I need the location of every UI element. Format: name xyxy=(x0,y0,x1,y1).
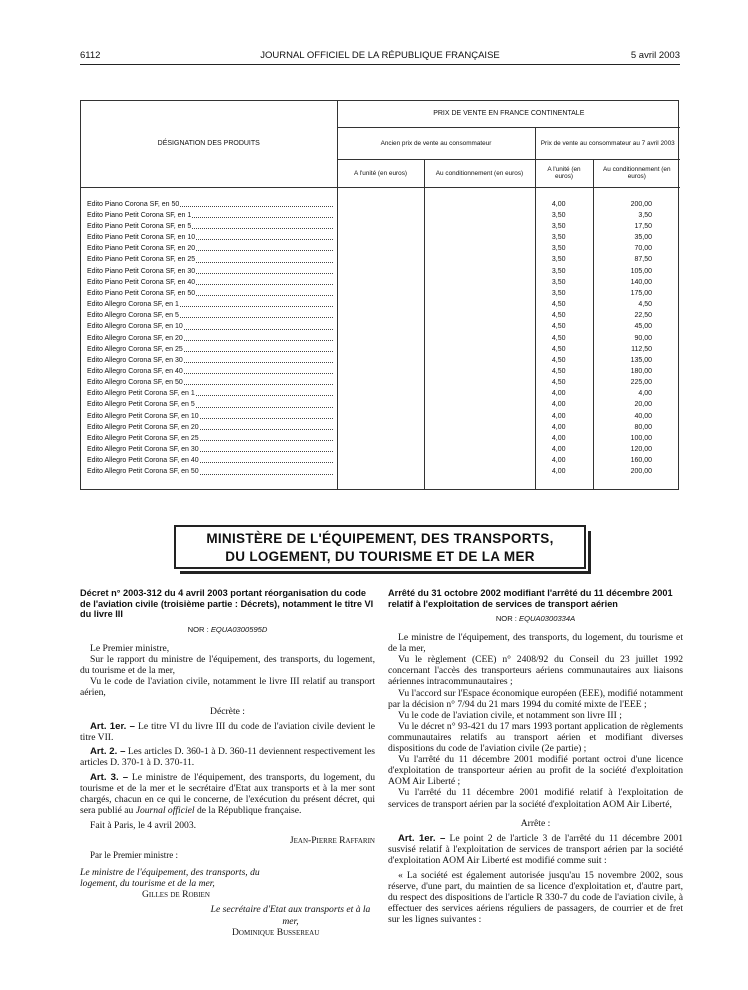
table-row xyxy=(81,266,680,277)
new-pack-price: 4,00 xyxy=(593,388,680,399)
new-pack-price: 200,00 xyxy=(593,199,680,210)
table-row xyxy=(81,377,680,388)
table-row xyxy=(81,243,680,254)
leader-dots xyxy=(200,455,333,463)
arrete-p3: Vu l'accord sur l'Espace économique européen (EEE), modifié notamment par la décision n° 7/94 du 21 mars 1994 du comité mixte de l'EEE ; xyxy=(388,687,683,710)
new-pack-price: 90,00 xyxy=(593,333,680,344)
arrete-column xyxy=(388,588,683,925)
product-label: Edito Allegro Corona SF, en 20 xyxy=(87,334,183,342)
product-name xyxy=(81,277,337,288)
product-name xyxy=(81,199,337,210)
new-unit-price: 4,00 xyxy=(535,466,593,477)
old-pack-price xyxy=(424,411,535,422)
new-pack-price: 100,00 xyxy=(593,433,680,444)
leader-dots xyxy=(180,310,333,318)
header-rule xyxy=(80,64,680,65)
arrete-arrete: Arrête : xyxy=(520,817,551,829)
old-pack-header: Au conditionnement (en euros) xyxy=(424,159,535,187)
product-label: Edito Piano Petit Corona SF, en 25 xyxy=(87,256,196,264)
new-unit-price: 3,50 xyxy=(535,243,593,254)
product-label: Edito Allegro Petit Corona SF, en 50 xyxy=(87,468,199,476)
product-name xyxy=(81,254,337,265)
old-unit-price xyxy=(337,344,424,355)
old-unit-price xyxy=(337,221,424,232)
leader-dots xyxy=(196,388,333,396)
leader-dots xyxy=(196,288,332,296)
new-unit-header: A l'unité (en euros) xyxy=(535,159,593,187)
price-table-body xyxy=(81,187,680,489)
leader-dots xyxy=(184,321,333,329)
arrete-p5: Vu le décret n° 93-421 du 17 mars 1993 portant application de règlements communautaires relatifs au transport aérien et modifiant diverses dispositions du code de l'aviation civile (2e partie) ; xyxy=(388,720,683,755)
new-unit-price: 3,50 xyxy=(535,232,593,243)
new-pack-price: 225,00 xyxy=(593,377,680,388)
decree-column xyxy=(80,588,375,938)
leader-dots xyxy=(184,377,333,385)
old-unit-price xyxy=(337,422,424,433)
old-pack-price xyxy=(424,433,535,444)
old-unit-price xyxy=(337,466,424,477)
new-pack-price: 22,50 xyxy=(593,310,680,321)
art3-label: Art. 3. – xyxy=(90,771,129,783)
issue-date: 5 avril 2003 xyxy=(630,50,680,61)
new-unit-price: 4,00 xyxy=(535,455,593,466)
old-unit-price xyxy=(337,299,424,310)
new-pack-price: 87,50 xyxy=(593,254,680,265)
new-pack-price: 105,00 xyxy=(593,266,680,277)
table-row xyxy=(81,422,680,433)
new-pack-price: 35,00 xyxy=(593,232,680,243)
new-unit-price: 4,00 xyxy=(535,411,593,422)
art2-label: Art. 2. – xyxy=(90,746,126,758)
new-pack-price: 180,00 xyxy=(593,366,680,377)
leader-dots xyxy=(184,333,333,341)
new-unit-price: 4,50 xyxy=(535,377,593,388)
product-name xyxy=(81,344,337,355)
new-pack-price: 135,00 xyxy=(593,355,680,366)
product-name xyxy=(81,243,337,254)
ministry-line-2: DU LOGEMENT, DU TOURISME ET DE LA MER xyxy=(225,549,535,564)
art1-text: Le point 2 de l'article 3 de l'arrêté du 11 décembre 2001 susvisé relatif à l'exploitation de services de transport aérien par la société d'exploitation AOM Air Liberté est modifié comme suit : xyxy=(388,832,683,866)
leader-dots xyxy=(196,232,332,240)
new-pack-header: Au conditionnement (en euros) xyxy=(593,159,680,187)
old-unit-price xyxy=(337,321,424,332)
designation-header: DÉSIGNATION DES PRODUITS xyxy=(81,101,337,187)
table-row xyxy=(81,455,680,466)
minister-title: Le ministre de l'équipement, des transports, du logement, du tourisme et de la mer, xyxy=(80,867,260,890)
art3-journal: Journal officiel xyxy=(135,804,195,816)
table-row xyxy=(81,232,680,243)
table-row xyxy=(81,321,680,332)
decree-p3: Vu le code de l'aviation civile, notamment le livre III relatif au transport aérien, xyxy=(80,675,375,698)
old-pack-price xyxy=(424,321,535,332)
new-unit-price: 3,50 xyxy=(535,254,593,265)
leader-dots xyxy=(200,422,333,430)
table-row xyxy=(81,344,680,355)
decree-art3 xyxy=(80,772,375,816)
leader-dots xyxy=(200,444,333,452)
new-unit-price: 4,00 xyxy=(535,399,593,410)
new-pack-price: 120,00 xyxy=(593,444,680,455)
old-pack-price xyxy=(424,199,535,210)
nor-code: EQUA0300334A xyxy=(519,614,576,623)
leader-dots xyxy=(184,366,333,374)
table-row xyxy=(81,388,680,399)
ministry-line-1: MINISTÈRE DE L'ÉQUIPEMENT, DES TRANSPORTS, xyxy=(206,531,554,546)
product-label: Edito Piano Petit Corona SF, en 40 xyxy=(87,278,196,286)
old-price-header: Ancien prix de vente au consommateur xyxy=(337,127,535,159)
art3-text-a: Le ministre de l'équipement, des transports, du logement, du tourisme et de la mer et le secrétaire d'Etat aux transports et à la mer sont chargés, chacun en ce qui le concerne, de l'exécution du présent décret, qui sera publié au xyxy=(80,771,375,816)
leader-dots xyxy=(200,466,333,474)
new-unit-price: 4,50 xyxy=(535,333,593,344)
product-name xyxy=(81,299,337,310)
new-unit-price: 4,50 xyxy=(535,299,593,310)
price-header: PRIX DE VENTE EN FRANCE CONTINENTALE xyxy=(337,101,680,127)
table-row xyxy=(81,221,680,232)
new-pack-price: 200,00 xyxy=(593,466,680,477)
old-pack-price xyxy=(424,399,535,410)
arrete-p6: Vu l'arrêté du 11 décembre 2001 modifié portant octroi d'une licence d'exploitation de transporteur aérien au profit de la société d'exploitation AOM Air Liberté ; xyxy=(388,754,683,788)
table-row xyxy=(81,254,680,265)
table-row xyxy=(81,310,680,321)
product-name xyxy=(81,210,337,221)
new-unit-price: 4,50 xyxy=(535,344,593,355)
par-premier-ministre: Par le Premier ministre : xyxy=(90,850,178,861)
decree-nor xyxy=(80,624,375,635)
new-pack-price: 70,00 xyxy=(593,243,680,254)
new-unit-price: 4,00 xyxy=(535,433,593,444)
table-row xyxy=(81,399,680,410)
old-unit-price xyxy=(337,254,424,265)
product-label: Edito Piano Corona SF, en 50 xyxy=(87,200,180,208)
product-label: Edito Allegro Corona SF, en 40 xyxy=(87,367,183,375)
product-label: Edito Allegro Petit Corona SF, en 30 xyxy=(87,446,199,454)
table-row xyxy=(81,199,680,210)
old-pack-price xyxy=(424,422,535,433)
arrete-title: Arrêté du 31 octobre 2002 modifiant l'arrêté du 11 décembre 2001 relatif à l'exploitation de services de transport aérien xyxy=(388,588,673,609)
product-label: Edito Piano Petit Corona SF, en 1 xyxy=(87,211,192,219)
product-label: Edito Allegro Petit Corona SF, en 10 xyxy=(87,412,199,420)
old-pack-price xyxy=(424,232,535,243)
decree-art1 xyxy=(80,721,375,743)
table-row xyxy=(81,366,680,377)
old-pack-price xyxy=(424,254,535,265)
old-unit-price xyxy=(337,266,424,277)
new-pack-price: 45,00 xyxy=(593,321,680,332)
signer-prime-minister: Jean-Pierre Raffarin xyxy=(289,835,375,846)
leader-dots xyxy=(196,266,332,274)
new-unit-price: 4,50 xyxy=(535,366,593,377)
table-row xyxy=(81,288,680,299)
old-unit-price xyxy=(337,377,424,388)
new-pack-price: 40,00 xyxy=(593,411,680,422)
product-label: Edito Allegro Corona SF, en 10 xyxy=(87,323,183,331)
product-label: Edito Piano Petit Corona SF, en 5 xyxy=(87,222,192,230)
table-row xyxy=(81,411,680,422)
new-unit-price: 3,50 xyxy=(535,210,593,221)
old-pack-price xyxy=(424,355,535,366)
table-row xyxy=(81,444,680,455)
leader-dots xyxy=(184,355,333,363)
leader-dots xyxy=(196,243,332,251)
new-pack-price: 80,00 xyxy=(593,422,680,433)
product-name xyxy=(81,377,337,388)
old-pack-price xyxy=(424,444,535,455)
product-name xyxy=(81,266,337,277)
nor-code: EQUA0300595D xyxy=(210,624,268,634)
new-unit-price: 4,00 xyxy=(535,422,593,433)
old-unit-price xyxy=(337,199,424,210)
old-pack-price xyxy=(424,466,535,477)
new-pack-price: 20,00 xyxy=(593,399,680,410)
new-unit-price: 4,50 xyxy=(535,321,593,332)
product-name xyxy=(81,422,337,433)
old-unit-price xyxy=(337,288,424,299)
arrete-p7: Vu l'arrêté du 11 décembre 2001 modifié relatif à l'exploitation de services de transport aérien par la société d'exploitation AOM Air Liberté, xyxy=(388,787,683,810)
new-unit-price: 3,50 xyxy=(535,288,593,299)
old-unit-price xyxy=(337,310,424,321)
old-pack-price xyxy=(424,243,535,254)
table-spacer xyxy=(81,187,680,199)
leader-dots xyxy=(192,210,332,218)
new-unit-price: 4,00 xyxy=(535,199,593,210)
old-unit-price xyxy=(337,399,424,410)
table-spacer xyxy=(81,478,680,489)
new-pack-price: 160,00 xyxy=(593,455,680,466)
product-label: Edito Allegro Petit Corona SF, en 25 xyxy=(87,434,199,442)
old-pack-price xyxy=(424,288,535,299)
old-pack-price xyxy=(424,210,535,221)
new-pack-price: 175,00 xyxy=(593,288,680,299)
arrete-art1 xyxy=(388,833,683,866)
product-name xyxy=(81,455,337,466)
table-row xyxy=(81,277,680,288)
signer-minister: Gilles de Robien xyxy=(142,889,210,901)
signer-secretary: Dominique Bussereau xyxy=(232,926,320,938)
new-unit-price: 3,50 xyxy=(535,266,593,277)
old-unit-price xyxy=(337,333,424,344)
leader-dots xyxy=(196,277,332,285)
product-name xyxy=(81,444,337,455)
product-label: Edito Allegro Corona SF, en 30 xyxy=(87,356,183,364)
art1-label: Art. 1er. – xyxy=(90,721,135,733)
price-table xyxy=(80,100,679,490)
leader-dots xyxy=(184,344,333,352)
old-pack-price xyxy=(424,344,535,355)
product-label: Edito Allegro Corona SF, en 5 xyxy=(87,312,179,320)
product-label: Edito Allegro Petit Corona SF, en 5 xyxy=(87,401,195,409)
product-name xyxy=(81,388,337,399)
old-unit-price xyxy=(337,277,424,288)
old-pack-price xyxy=(424,333,535,344)
old-pack-price xyxy=(424,221,535,232)
product-label: Edito Allegro Petit Corona SF, en 1 xyxy=(87,390,195,398)
arrete-p4: Vu le code de l'aviation civile, et notamment son livre III ; xyxy=(398,709,622,721)
page-number: 6112 xyxy=(80,50,101,61)
product-name xyxy=(81,466,337,477)
art1-text: Le titre VI du livre III du code de l'aviation civile devient le titre VII. xyxy=(80,721,375,744)
page-header xyxy=(80,50,680,64)
old-unit-price xyxy=(337,355,424,366)
decree-fait: Fait à Paris, le 4 avril 2003. xyxy=(90,819,197,831)
old-unit-price xyxy=(337,411,424,422)
new-unit-price: 4,50 xyxy=(535,310,593,321)
product-label: Edito Piano Petit Corona SF, en 50 xyxy=(87,289,196,297)
table-row xyxy=(81,355,680,366)
old-unit-price xyxy=(337,232,424,243)
decree-p2: Sur le rapport du ministre de l'équipement, des transports, du logement, du tourisme et de la mer, xyxy=(80,653,375,676)
old-pack-price xyxy=(424,377,535,388)
table-row xyxy=(81,299,680,310)
product-name xyxy=(81,333,337,344)
new-pack-price: 17,50 xyxy=(593,221,680,232)
arrete-quote: « La société est également autorisée jusqu'au 15 novembre 2002, sous réserve, d'une part, du maintien de sa licence d'exploitation et, d'autre part, du respect des dispositions de l'article R 330-7 du code de l'aviation civile, à effectuer des services aériens réguliers de passagers, de courrier et de fret sur les lignes suivantes : xyxy=(388,869,683,926)
new-pack-price: 3,50 xyxy=(593,210,680,221)
old-pack-price xyxy=(424,299,535,310)
old-unit-price xyxy=(337,433,424,444)
art2-text: Les articles D. 360-1 à D. 360-11 deviennent respectivement les articles D. 370-1 à D. 370-11. xyxy=(80,746,375,769)
nor-label: NOR : xyxy=(187,624,211,634)
product-label: Edito Allegro Corona SF, en 25 xyxy=(87,345,183,353)
product-name xyxy=(81,433,337,444)
product-name xyxy=(81,355,337,366)
product-name xyxy=(81,411,337,422)
old-unit-price xyxy=(337,210,424,221)
nor-label: NOR : xyxy=(495,614,520,623)
old-unit-price xyxy=(337,366,424,377)
product-label: Edito Piano Petit Corona SF, en 30 xyxy=(87,267,196,275)
leader-dots xyxy=(180,299,333,307)
arrete-p2: Vu le règlement (CEE) n° 2408/92 du Conseil du 23 juillet 1992 concernant l'accès des transporteurs aériens communautaires aux liaisons aériennes intracommunautaires ; xyxy=(388,654,683,688)
old-unit-price xyxy=(337,455,424,466)
leader-dots xyxy=(200,411,333,419)
product-name xyxy=(81,399,337,410)
new-unit-price: 4,00 xyxy=(535,388,593,399)
decree-art2 xyxy=(80,746,375,768)
leader-dots xyxy=(180,199,332,207)
journal-title: JOURNAL OFFICIEL DE LA RÉPUBLIQUE FRANÇAISE xyxy=(260,50,500,61)
product-name xyxy=(81,366,337,377)
product-name xyxy=(81,232,337,243)
new-unit-price: 3,50 xyxy=(535,221,593,232)
product-label: Edito Allegro Petit Corona SF, en 40 xyxy=(87,457,199,465)
decree-title: Décret n° 2003-312 du 4 avril 2003 portant réorganisation du code de l'aviation civile (troisième partie : Décrets), notamment le titre VI du livre III xyxy=(80,588,374,619)
product-name xyxy=(81,321,337,332)
art1-label: Art. 1er. – xyxy=(398,832,446,844)
table-row xyxy=(81,433,680,444)
secretary-title: Le secrétaire d'Etat aux transports et à la mer, xyxy=(210,904,371,927)
product-name xyxy=(81,221,337,232)
arrete-nor xyxy=(388,613,683,624)
table-row xyxy=(81,333,680,344)
new-pack-price: 4,50 xyxy=(593,299,680,310)
new-unit-price: 4,00 xyxy=(535,444,593,455)
leader-dots xyxy=(192,221,332,229)
old-pack-price xyxy=(424,455,535,466)
new-unit-price: 4,50 xyxy=(535,355,593,366)
old-unit-price xyxy=(337,388,424,399)
old-unit-header: A l'unité (en euros) xyxy=(337,159,424,187)
product-name xyxy=(81,310,337,321)
product-label: Edito Allegro Petit Corona SF, en 20 xyxy=(87,423,199,431)
table-row xyxy=(81,466,680,477)
old-pack-price xyxy=(424,266,535,277)
decree-decrete: Décrète : xyxy=(210,706,245,718)
product-label: Edito Allegro Corona SF, en 1 xyxy=(87,301,179,309)
decree-p1: Le Premier ministre, xyxy=(90,642,170,654)
leader-dots xyxy=(200,433,333,441)
leader-dots xyxy=(196,399,333,407)
new-pack-price: 112,50 xyxy=(593,344,680,355)
arrete-p1: Le ministre de l'équipement, des transports, du logement, du tourisme et de la mer, xyxy=(388,632,683,655)
product-name xyxy=(81,288,337,299)
table-row xyxy=(81,210,680,221)
old-unit-price xyxy=(337,243,424,254)
product-label: Edito Piano Petit Corona SF, en 20 xyxy=(87,245,196,253)
product-label: Edito Piano Petit Corona SF, en 10 xyxy=(87,234,196,242)
new-price-header: Prix de vente au consommateur au 7 avril 2003 xyxy=(535,127,680,159)
old-unit-price xyxy=(337,444,424,455)
ministry-banner xyxy=(174,525,586,569)
old-pack-price xyxy=(424,310,535,321)
art3-text-b: de la République française. xyxy=(194,804,302,816)
old-pack-price xyxy=(424,366,535,377)
product-label: Edito Allegro Corona SF, en 50 xyxy=(87,379,183,387)
new-pack-price: 140,00 xyxy=(593,277,680,288)
leader-dots xyxy=(196,254,332,262)
new-unit-price: 3,50 xyxy=(535,277,593,288)
old-pack-price xyxy=(424,277,535,288)
old-pack-price xyxy=(424,388,535,399)
